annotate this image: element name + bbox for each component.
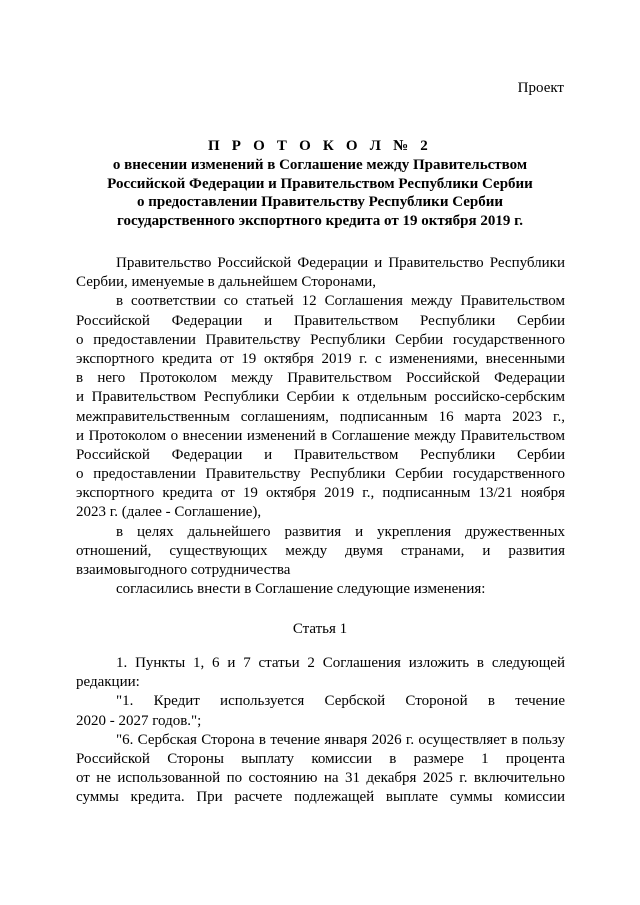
preamble — [76, 254, 565, 599]
article-line: 2020 - 2027 годов."; — [76, 712, 202, 729]
preamble-line: согласились внести в Соглашение следующие изменения: — [116, 581, 486, 598]
preamble-line: о предоставлении Правительству Республики Сербии государственного — [76, 466, 565, 483]
subtitle-line: о предоставлении Правительству Республики Сербии — [136, 194, 504, 210]
protocol-title: П Р О Т О К О Л № 2 — [207, 138, 432, 154]
preamble-line: отношений, существующих между двумя странами, и развития — [76, 542, 565, 559]
preamble-line: Сербии, именуемые в дальнейшем Сторонами, — [76, 274, 377, 291]
preamble-line: Правительство Российской Федерации и Правительство Республики — [116, 255, 565, 271]
preamble-line: и Правительством Республики Сербии к отдельным российско-сербским — [76, 389, 565, 406]
project-label: Проект — [517, 80, 564, 96]
preamble-line: экспортного кредита от 19 октября 2019 г., подписанным 13/21 ноября — [76, 485, 565, 502]
preamble-line: экспортного кредита от 19 октября 2019 г. с изменениями, внесенными — [76, 350, 565, 367]
subtitle-line: Российской Федерации и Правительством Республики Сербии — [107, 175, 533, 192]
preamble-line: Российской Федерации и Правительством Республики Сербии — [76, 446, 565, 463]
article-heading: Статья 1 — [292, 621, 348, 637]
subtitle-line: государственного экспортного кредита от 19 октября 2019 г. — [117, 212, 523, 229]
preamble-line: в него Протоколом между Правительством Российской Федерации — [76, 370, 565, 387]
article-line: от не использованной по состоянию на 31 декабря 2025 г. включительно — [76, 770, 565, 787]
preamble-line: и Протоколом о внесении изменений в Соглашение между Правительством — [76, 427, 565, 444]
article-line: Российской Стороны выплату комиссии в размере 1 процента — [76, 750, 565, 767]
article-line: редакции: — [76, 674, 140, 691]
preamble-line: Российской Федерации и Правительством Республики Сербии — [76, 312, 565, 329]
article-line: "1. Кредит используется Сербской Стороной в течение — [116, 693, 565, 710]
preamble-line: в целях дальнейшего развития и укрепления дружественных — [116, 523, 565, 540]
preamble-line: в соответствии со статьей 12 Соглашения между Правительством — [116, 293, 565, 310]
article-line: суммы кредита. При расчете подлежащей выплате суммы комиссии — [76, 789, 565, 806]
article-body — [76, 654, 565, 808]
subtitle-line: о внесении изменений в Соглашение между Правительством — [112, 157, 528, 173]
preamble-line: о предоставлении Правительству Республики Сербии государственного — [76, 331, 565, 348]
preamble-line: 2023 г. (далее - Соглашение), — [76, 504, 262, 521]
preamble-line: взаимовыгодного сотрудничества — [76, 562, 291, 578]
article-line: 1. Пункты 1, 6 и 7 статьи 2 Соглашения изложить в следующей — [116, 655, 565, 671]
protocol-subtitle — [76, 156, 564, 230]
preamble-line: межправительственным соглашениям, подписанным 16 марта 2023 г., — [76, 408, 565, 425]
article-line: "6. Сербская Сторона в течение января 2026 г. осуществляет в пользу — [116, 731, 565, 748]
